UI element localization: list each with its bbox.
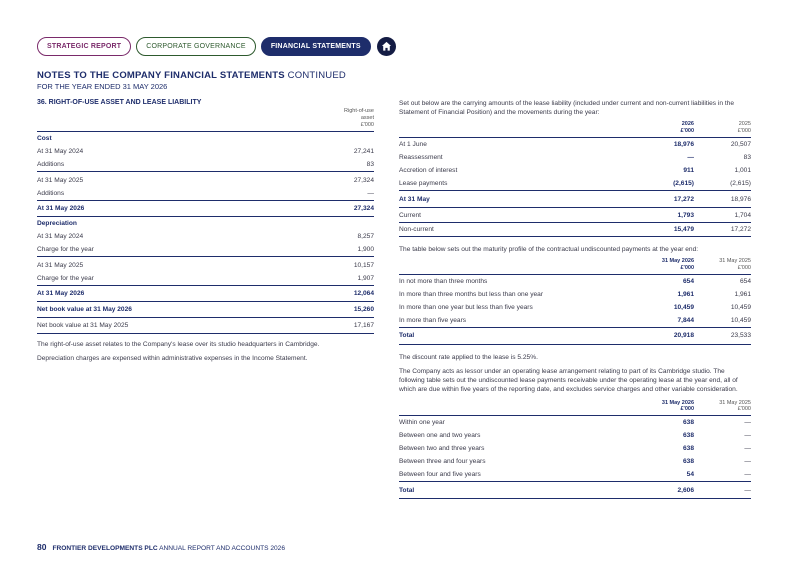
nav-financial-statements[interactable]: FINANCIAL STATEMENTS — [261, 37, 371, 56]
table-row: Additions — — [37, 187, 374, 201]
note-text: The right-of-use asset relates to the Company's lease over its studio headquarters in Cambridge. — [37, 341, 320, 349]
home-icon — [381, 41, 392, 52]
table-row: Within one year 638 — — [399, 419, 751, 427]
total-row: At 31 May 2026 27,324 — [37, 201, 374, 217]
table-row: Between three and four years 638 — — [399, 458, 751, 466]
column-header: Right-of-use asset £'000 — [344, 108, 374, 128]
table-row: At 31 May 2025 27,324 — [37, 177, 374, 185]
net-book-value-prior-row: Net book value at 31 May 2025 17,167 — [37, 318, 374, 334]
table-row: In more than three months but less than one year 1,961 1,961 — [399, 290, 751, 298]
table-row: Lease payments (2,615) (2,615) — [399, 177, 751, 191]
company-name: FRONTIER DEVELOPMENTS PLC — [52, 545, 158, 552]
total-row: Total 2,606 — — [399, 482, 751, 499]
table-row: Current 1,793 1,704 — [399, 209, 751, 223]
discount-text: The discount rate applied to the lease is 5.25%. — [399, 353, 538, 361]
page-number: 80 — [37, 542, 47, 552]
table-row: Between four and five years 54 — — [399, 468, 751, 482]
total-row: Total 20,918 23,533 — [399, 328, 751, 345]
table-row: Charge for the year 1,907 — [37, 272, 374, 286]
table-row: Charge for the year 1,900 — [37, 243, 374, 257]
note-text: Depreciation charges are expensed within administrative expenses in the Income Statement. — [37, 354, 308, 362]
table-row: Between one and two years 638 — — [399, 432, 751, 440]
section-heading: 36. RIGHT-OF-USE ASSET AND LEASE LIABILITY — [37, 99, 202, 106]
nav-strategic-report[interactable]: STRATEGIC REPORT — [37, 37, 131, 56]
table-header: 31 May 2026 £'000 31 May 2025 £'000 — [661, 258, 751, 271]
table-row: At 31 May 2024 8,257 — [37, 233, 374, 241]
report-name: ANNUAL REPORT AND ACCOUNTS 2026 — [159, 545, 286, 552]
table-row: Additions 83 — [37, 158, 374, 172]
table-row: In more than five years 7,844 10,459 — [399, 314, 751, 328]
total-row: At 31 May 2026 12,064 — [37, 286, 374, 302]
table-row: Non-current 15,479 17,272 — [399, 223, 751, 237]
page-footer — [37, 542, 285, 552]
table-row: At 31 May 2025 10,157 — [37, 262, 374, 270]
nav-corporate-governance[interactable]: CORPORATE GOVERNANCE — [136, 37, 256, 56]
table-header: 31 May 2026 £'000 31 May 2025 £'000 — [661, 399, 751, 413]
page-title: NOTES TO THE COMPANY FINANCIAL STATEMENTS CONTINUED — [37, 70, 346, 81]
maturity-intro: The table below sets out the maturity profile of the contractual undiscounted payments at the year end: — [399, 246, 699, 253]
table-row: In not more than three months 654 654 — [399, 277, 751, 285]
net-book-value-row: Net book value at 31 May 2026 15,260 — [37, 302, 374, 318]
table-row: At 1 June 18,976 20,507 — [399, 141, 751, 148]
table-row: At 31 May 2024 27,241 — [37, 148, 374, 156]
total-row: At 31 May 17,272 18,976 — [399, 191, 751, 208]
page-subtitle: FOR THE YEAR ENDED 31 MAY 2026 — [37, 82, 168, 91]
table-row: Between two and three years 638 — — [399, 445, 751, 453]
table-row: Reassessment — 83 — [399, 154, 751, 161]
table-header: 2026 £'000 2025 £'000 — [680, 121, 751, 135]
right-of-use-section — [37, 99, 374, 363]
home-button[interactable] — [377, 37, 396, 56]
lease-liability-section — [399, 99, 751, 499]
section-nav — [37, 37, 396, 56]
cost-label: Cost — [37, 135, 52, 143]
depreciation-label: Depreciation — [37, 220, 77, 228]
intro-text: Set out below are the carrying amounts of the lease liability (included under current and non-current liabilities in the Statement of Financial Position) and the movements during the year: — [399, 100, 735, 117]
lessor-text: The Company acts as lessor under an operating lease arrangement relating to part of its Cambridge studio. The following table sets out the undiscounted lease payments receivable under the operating lease at the year end, all of which are due within five years of the reporting date, and excludes service charges and other variable consideration. — [399, 368, 738, 394]
table-row: Accretion of interest 911 1,001 — [399, 167, 751, 174]
table-row: In more than one year but less than five years 10,459 10,459 — [399, 303, 751, 311]
